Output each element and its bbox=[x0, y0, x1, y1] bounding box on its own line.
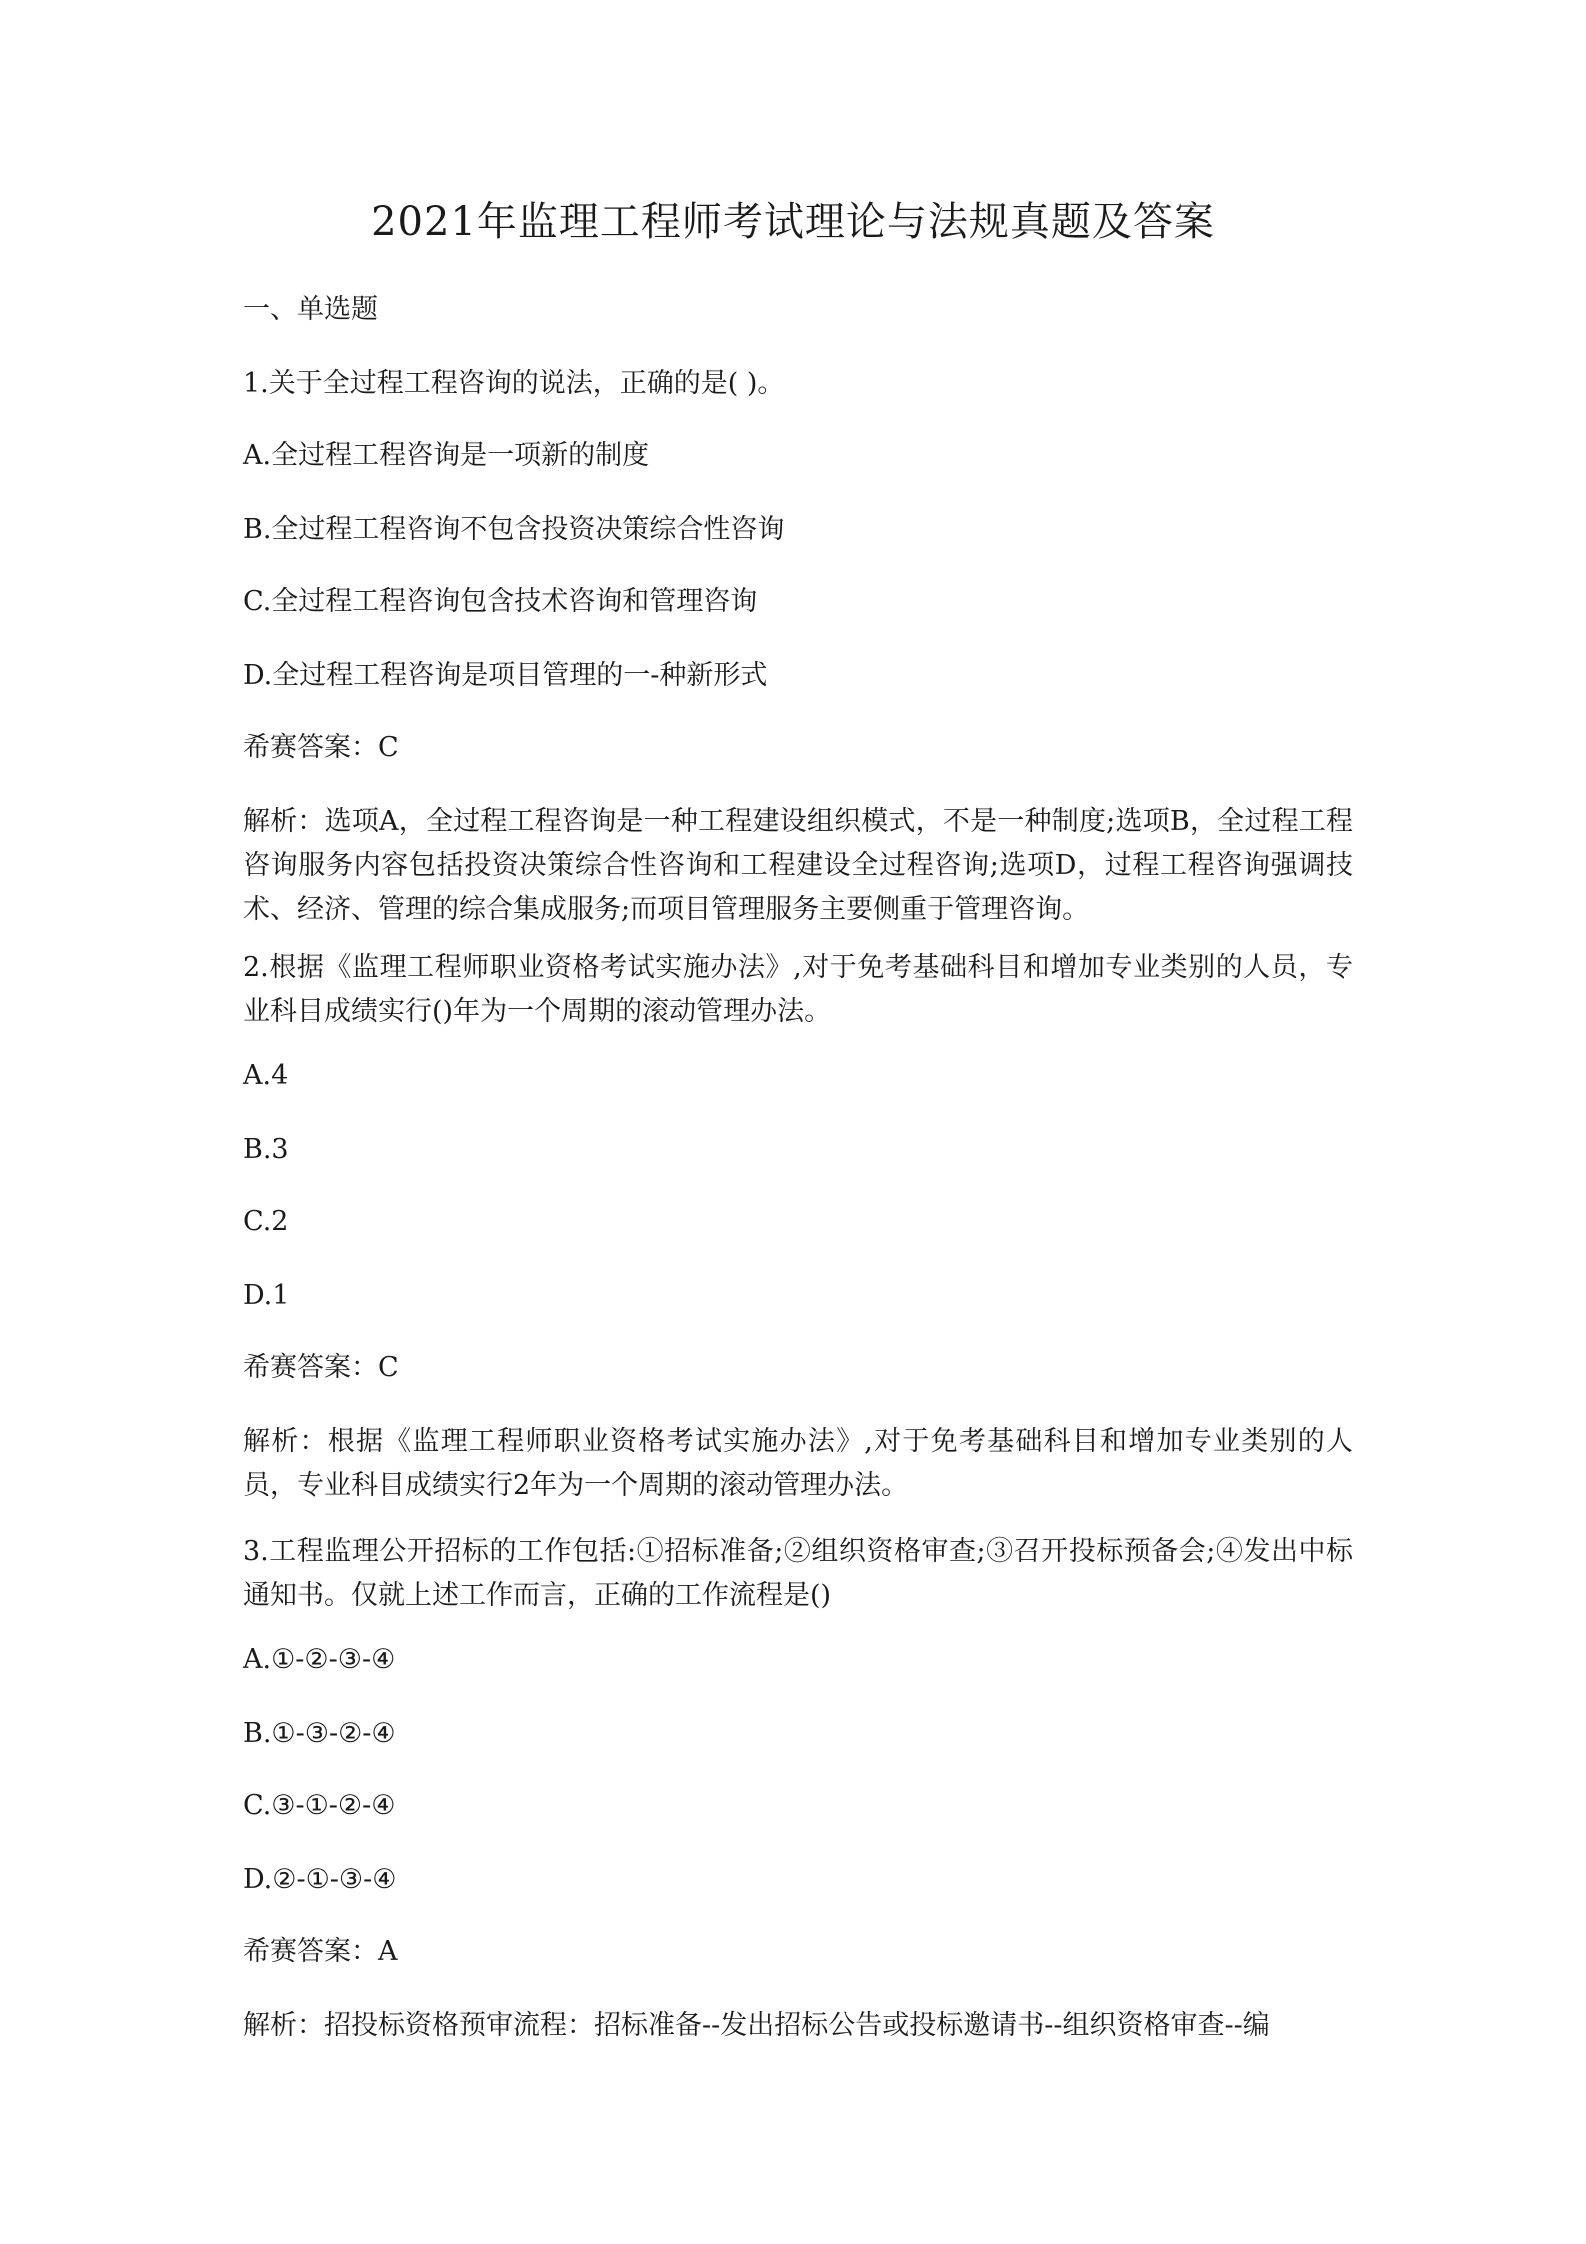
page-title: 2021年监理工程师考试理论与法规真题及答案 bbox=[371, 199, 1215, 245]
question-2-option-b: B.3 bbox=[243, 1134, 289, 1165]
question-3-answer: 希赛答案：A bbox=[243, 1936, 398, 1967]
question-1-option-c: C.全过程工程咨询包含技术咨询和管理咨询 bbox=[243, 586, 758, 617]
question-2-analysis: 解析：根据《监理工程师职业资格考试实施办法》,对于免考基础科目和增加专业类别的人员，专业科目成绩实行2年为一个周期的滚动管理办法。 bbox=[243, 1426, 1353, 1501]
question-2-option-c: C.2 bbox=[243, 1206, 289, 1237]
question-2-option-a: A.4 bbox=[243, 1060, 289, 1091]
question-3-option-c: C.③-①-②-④ bbox=[243, 1790, 396, 1821]
question-3-stem: 3.工程监理公开招标的工作包括:①招标准备;②组织资格审查;③召开投标预备会;④发出中标通知书。仅就上述工作而言，正确的工作流程是() bbox=[243, 1536, 1353, 1611]
question-2-answer: 希赛答案：C bbox=[243, 1352, 399, 1383]
question-1-answer: 希赛答案：C bbox=[243, 732, 399, 763]
section-heading: 一、单选题 bbox=[243, 294, 378, 325]
question-3-option-a: A.①-②-③-④ bbox=[243, 1644, 396, 1675]
question-1-option-a: A.全过程工程咨询是一项新的制度 bbox=[243, 440, 650, 471]
question-1-option-d: D.全过程工程咨询是项目管理的一-种新形式 bbox=[243, 660, 768, 691]
question-3-analysis: 解析：招投标资格预审流程：招标准备--发出招标公告或投标邀请书--组织资格审查--编 bbox=[243, 2010, 1270, 2041]
question-1-stem: 1.关于全过程工程咨询的说法，正确的是( )。 bbox=[243, 368, 785, 399]
question-3-option-d: D.②-①-③-④ bbox=[243, 1864, 397, 1895]
question-2-option-d: D.1 bbox=[243, 1280, 290, 1311]
question-2-stem: 2.根据《监理工程师职业资格考试实施办法》,对于免考基础科目和增加专业类别的人员，专业科目成绩实行()年为一个周期的滚动管理办法。 bbox=[243, 952, 1353, 1027]
question-1-option-b: B.全过程工程咨询不包含投资决策综合性咨询 bbox=[243, 514, 785, 545]
question-3-option-b: B.①-③-②-④ bbox=[243, 1718, 396, 1749]
question-1-analysis: 解析：选项A，全过程工程咨询是一种工程建设组织模式，不是一种制度;选项B，全过程工程咨询服务内容包括投资决策综合性咨询和工程建设全过程咨询;选项D，过程工程咨询强调技术、经济、管理的综合集成服务;而项目管理服务主要侧重于管理咨询。 bbox=[243, 806, 1353, 925]
